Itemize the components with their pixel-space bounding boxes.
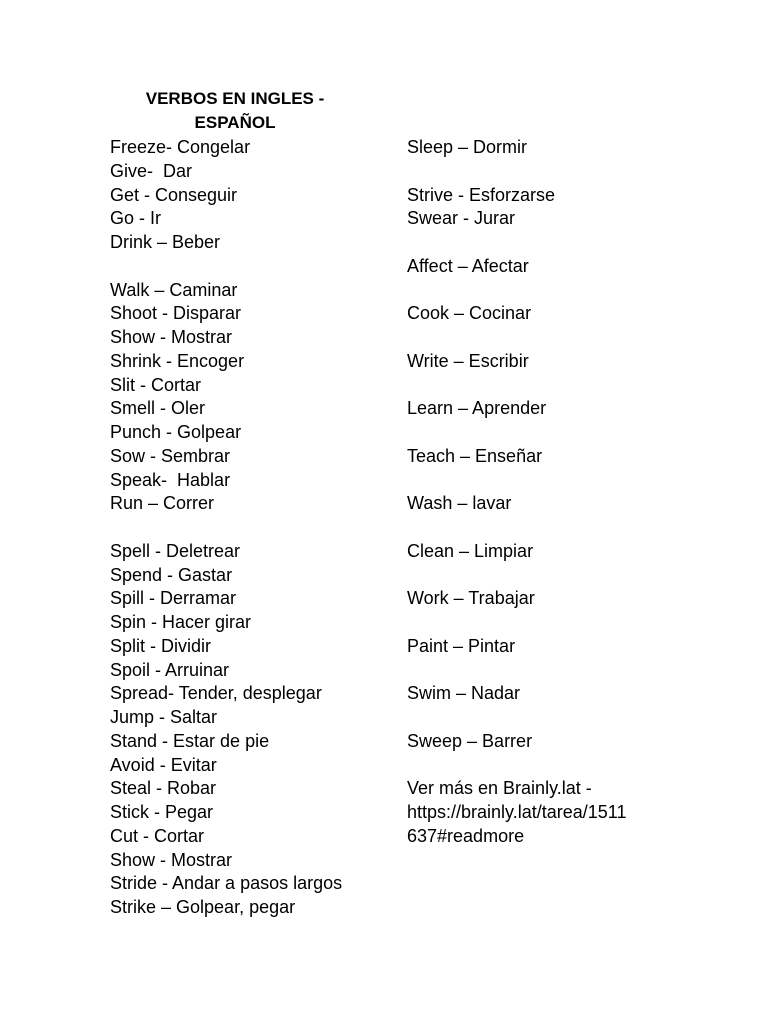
- left-column-entry: Shrink - Encoger: [110, 350, 245, 371]
- left-column-entry: Cut - Cortar: [110, 825, 205, 846]
- right-column-entry: Swear - Jurar: [407, 208, 516, 229]
- right-column-entry: Paint – Pintar: [407, 635, 516, 656]
- left-column-entry: Slit - Cortar: [110, 374, 202, 395]
- right-column-entry: 637#readmore: [407, 825, 525, 846]
- left-column-entry: Strike – Golpear, pegar: [110, 897, 296, 917]
- left-column-entry: Punch - Golpear: [110, 422, 242, 442]
- left-column-entry: Steal - Robar: [110, 778, 217, 799]
- left-column-entry: Speak- Hablar: [110, 469, 231, 490]
- left-column-entry: Spill - Derramar: [110, 588, 237, 609]
- left-column-entry: Walk – Caminar: [110, 279, 238, 300]
- left-column-entry: Stick - Pegar: [110, 802, 214, 822]
- left-column-entry: Spoil - Arruinar: [110, 659, 230, 680]
- document-title-line-2: ESPAÑOL: [194, 113, 276, 132]
- left-column-entry: Go - Ir: [110, 208, 162, 229]
- left-column-entry: Get - Conseguir: [110, 184, 238, 205]
- right-column-entry: Affect – Afectar: [407, 255, 529, 276]
- right-column-entry: Cook – Cocinar: [407, 303, 532, 324]
- left-column-entry: Run – Correr: [110, 493, 215, 514]
- left-column-entry: Stride - Andar a pasos largos: [110, 873, 343, 894]
- right-column-entry: Wash – lavar: [407, 493, 512, 514]
- right-column-entry: Learn – Aprender: [407, 398, 547, 419]
- left-column-entry: Shoot - Disparar: [110, 303, 242, 324]
- document-title-line-1: VERBOS EN INGLES -: [145, 89, 325, 108]
- left-column-entry: Drink – Beber: [110, 232, 221, 252]
- left-column-entry: Show - Mostrar: [110, 327, 233, 347]
- left-column-entry: Avoid - Evitar: [110, 754, 217, 775]
- left-column-entry: Split - Dividir: [110, 635, 212, 656]
- left-column-entry: Show - Mostrar: [110, 849, 233, 870]
- right-column-entry: https://brainly.lat/tarea/1511: [407, 802, 627, 822]
- right-column-entry: Strive - Esforzarse: [407, 184, 556, 205]
- left-column-entry: Spin - Hacer girar: [110, 612, 252, 632]
- left-column-entry: Give- Dar: [110, 160, 193, 181]
- right-column-entry: Clean – Limpiar: [407, 540, 534, 561]
- left-column-entry: Stand - Estar de pie: [110, 730, 270, 751]
- left-column-entry: Spend - Gastar: [110, 564, 233, 585]
- left-column-entry: Sow - Sembrar: [110, 445, 231, 466]
- right-column-entry: Sweep – Barrer: [407, 730, 533, 751]
- left-column-entry: Jump - Saltar: [110, 707, 218, 727]
- right-column-entry: Ver más en Brainly.lat -: [407, 778, 592, 799]
- right-column-entry: Teach – Enseñar: [407, 445, 543, 466]
- right-column-entry: Sleep – Dormir: [407, 137, 528, 157]
- right-column-entry: Write – Escribir: [407, 350, 529, 371]
- left-column-entry: Spread- Tender, desplegar: [110, 683, 322, 704]
- left-column-entry: Freeze- Congelar: [110, 137, 251, 157]
- left-column-entry: Smell - Oler: [110, 398, 206, 419]
- left-column-entry: Spell - Deletrear: [110, 540, 241, 561]
- right-column-entry: Swim – Nadar: [407, 683, 521, 704]
- right-column-entry: Work – Trabajar: [407, 588, 535, 609]
